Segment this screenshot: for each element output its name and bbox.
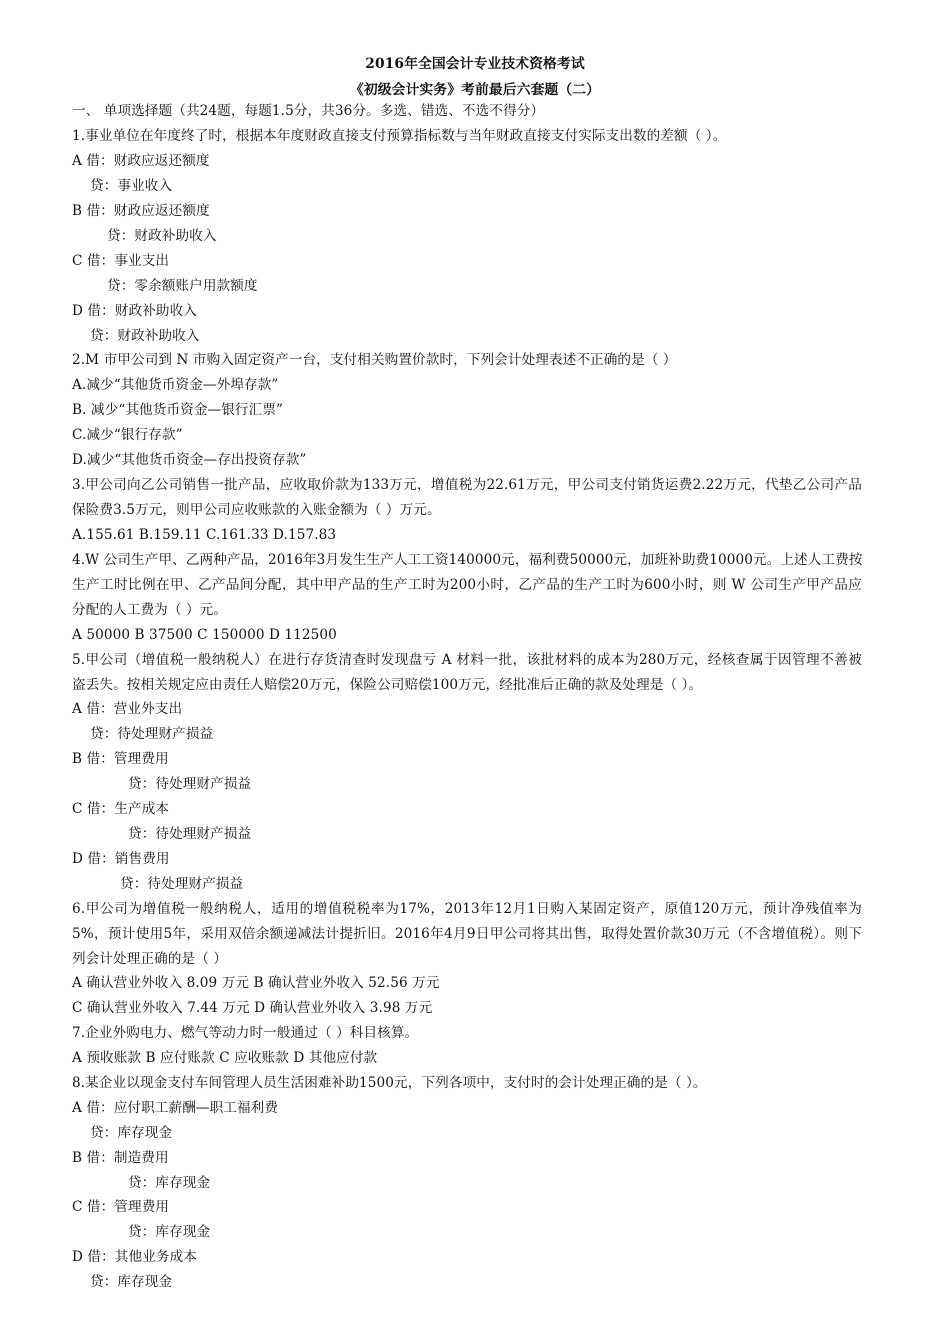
section-heading: 一、 单项选择题（共24题，每题1.5分，共36分。多选、错选、不选不得分） <box>72 103 545 119</box>
option-line: 贷：财政补助收入 <box>90 328 200 344</box>
option-line: 贷：库存现金 <box>128 1224 211 1240</box>
question-6-cont: 5%，预计使用5年，采用双倍余额递减法计提折旧。2016年4月9日甲公司将其出售，取得处置价款30万元（不含增值税）。则下 <box>72 926 862 942</box>
question-5-cont: 盗丢失。按相关规定应由责任人赔偿20万元，保险公司赔偿100万元，经批准后正确的款及处理是（ ）。 <box>72 677 703 693</box>
option-line: D.减少“其他货币资金—存出投资存款” <box>72 452 307 468</box>
option-line: B. 减少“其他货币资金—银行汇票” <box>72 402 284 418</box>
option-line: C 借：事业支出 <box>72 253 170 269</box>
option-line: B 借：管理费用 <box>72 751 169 767</box>
option-line: A 预收账款 B 应付账款 C 应收账款 D 其他应付款 <box>72 1050 378 1066</box>
option-line: 贷：库存现金 <box>90 1125 173 1141</box>
question-6: 6.甲公司为增值税一般纳税人，适用的增值税税率为17%，2013年12月1日购入某固定资产，原值120万元，预计净残值率为 <box>72 901 862 917</box>
option-line: 贷：财政补助收入 <box>107 228 217 244</box>
option-line: 贷：待处理财产损益 <box>128 776 252 792</box>
option-line: 贷：库存现金 <box>90 1274 173 1290</box>
option-line: C 确认营业外收入 7.44 万元 D 确认营业外收入 3.98 万元 <box>72 1000 433 1016</box>
option-line: 贷：待处理财产损益 <box>128 826 252 842</box>
exam-title: 2016年全国会计专业技术资格考试 <box>365 56 585 72</box>
option-line: A 借：营业外支出 <box>72 701 183 717</box>
option-line: 贷：事业收入 <box>90 178 173 194</box>
question-3: 3.甲公司向乙公司销售一批产品，应收取价款为133万元，增值税为22.61万元，甲公司支付销货运费2.22万元，代垫乙公司产品 <box>72 477 862 493</box>
question-8: 8.某企业以现金支付车间管理人员生活困难补助1500元，下列各项中，支付时的会计处理正确的是（ ）。 <box>72 1075 707 1091</box>
option-line: D 借：财政补助收入 <box>72 303 197 319</box>
question-1: 1.事业单位在年度终了时，根据本年度财政直接支付预算指标数与当年财政直接支付实际支出数的差额（ ）。 <box>72 128 727 144</box>
option-line: A.减少“其他货币资金—外埠存款” <box>72 377 279 393</box>
option-line: A 借：财政应返还额度 <box>72 153 210 169</box>
option-line: D 借：其他业务成本 <box>72 1249 197 1265</box>
question-7: 7.企业外购电力、燃气等动力时一般通过（ ）科目核算。 <box>72 1025 419 1041</box>
option-line: D 借：销售费用 <box>72 851 170 867</box>
question-4: 4.W 公司生产甲、乙两种产品，2016年3月发生生产人工工资140000元，福利费50000元，加班补助费10000元。上述人工费按 <box>72 552 863 568</box>
option-line: C.减少“银行存款” <box>72 427 183 443</box>
option-line: A 确认营业外收入 8.09 万元 B 确认营业外收入 52.56 万元 <box>72 975 440 991</box>
question-4-cont: 分配的人工费为（ ）元。 <box>72 602 228 618</box>
option-line: 贷：库存现金 <box>128 1175 211 1191</box>
option-line: C 借：生产成本 <box>72 801 170 817</box>
question-4-cont: 生产工时比例在甲、乙产品间分配，其中甲产品的生产工时为200小时，乙产品的生产工时为600小时，则 W 公司生产甲产品应 <box>72 577 862 593</box>
option-line: A.155.61 B.159.11 C.161.33 D.157.83 <box>72 527 337 543</box>
option-line: 贷：待处理财产损益 <box>120 876 244 892</box>
option-line: C 借：管理费用 <box>72 1199 170 1215</box>
option-line: B 借：财政应返还额度 <box>72 203 210 219</box>
question-6-cont: 列会计处理正确的是（ ） <box>72 951 228 967</box>
option-line: 贷：待处理财产损益 <box>90 726 214 742</box>
option-line: B 借：制造费用 <box>72 1150 169 1166</box>
question-5: 5.甲公司（增值税一般纳税人）在进行存货清查时发现盘亏 A 材料一批，该批材料的成本为280万元，经核查属于因管理不善被 <box>72 652 862 668</box>
option-line: A 50000 B 37500 C 150000 D 112500 <box>72 627 337 643</box>
question-3-cont: 保险费3.5万元，则甲公司应收账款的入账金额为（ ）万元。 <box>72 502 441 518</box>
question-2: 2.M 市甲公司到 N 市购入固定资产一台，支付相关购置价款时，下列会计处理表述不正确的是（ ） <box>72 352 677 368</box>
exam-subtitle: 《初级会计实务》考前最后六套题（二） <box>349 82 601 98</box>
option-line: A 借：应付职工薪酬—职工福利费 <box>72 1100 279 1116</box>
option-line: 贷：零余额账户用款额度 <box>107 278 258 294</box>
